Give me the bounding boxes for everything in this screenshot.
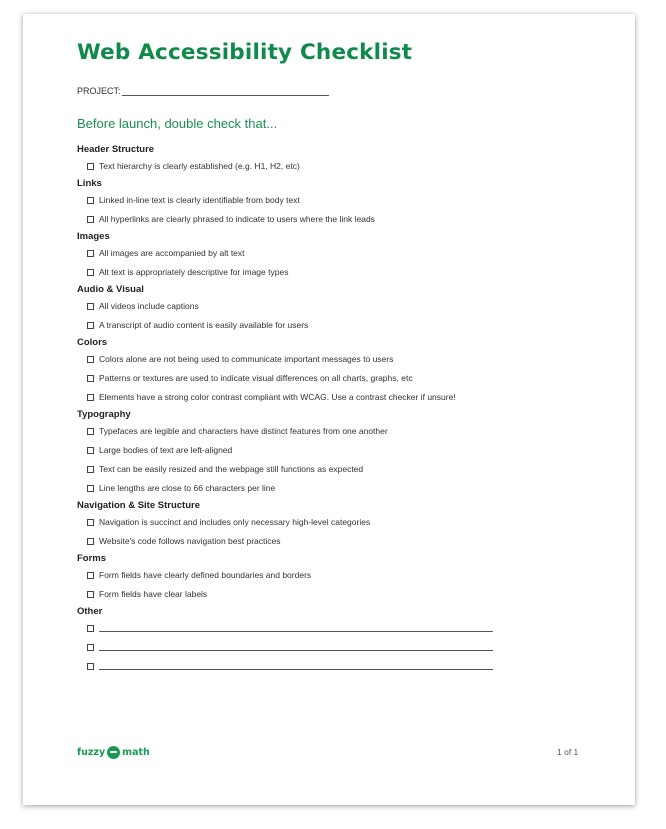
blank-line [99,661,493,670]
checklist-section [77,176,617,229]
section-heading: Audio & Visual [77,284,144,295]
checklist-item [77,513,617,532]
section-heading: Links [77,178,102,189]
checklist-item [77,369,617,388]
checklist-item-text: Colors alone are not being used to communicate important messages to users [99,354,394,364]
checklist-item [77,619,617,638]
checklist-item [77,297,617,316]
checklist-item [77,532,617,551]
checklist-item-text: All hyperlinks are clearly phrased to indicate to users where the link leads [99,214,375,224]
checkbox-icon[interactable] [87,519,94,526]
section-items [77,244,617,282]
checklist-item [77,441,617,460]
checklist-item-text: Navigation is succinct and includes only necessary high-level categories [99,517,371,527]
checklist-item [77,585,617,604]
section-items [77,619,617,676]
checkbox-icon[interactable] [87,322,94,329]
checklist-item-text: Form fields have clear labels [99,589,208,599]
checklist-item [77,388,617,407]
checklist-section [77,407,617,498]
section-heading: Forms [77,553,107,564]
checkbox-icon[interactable] [87,394,94,401]
checkbox-icon[interactable] [87,625,94,632]
checklist-section [77,282,617,335]
section-heading: Images [77,231,110,242]
checklist-item-text: Alt text is appropriately descriptive for image types [99,267,289,277]
checklist-sections [77,142,617,676]
checklist-section [77,335,617,407]
section-items [77,422,617,498]
section-heading: Header Structure [77,144,155,155]
checkbox-icon[interactable] [87,447,94,454]
logo-text-left: fuzzy [77,747,106,758]
checklist-section [77,551,617,604]
checkbox-icon[interactable] [87,250,94,257]
checklist-section [77,498,617,551]
checklist-item-text: Linked in-line text is clearly identifiable from body text [99,195,300,205]
logo-mark-icon [107,746,120,759]
checklist-item-text: Text hierarchy is clearly established (e.g. H1, H2, etc) [99,161,300,171]
checklist-section [77,604,617,676]
checkbox-icon[interactable] [87,538,94,545]
checkbox-icon[interactable] [87,485,94,492]
checklist-item [77,263,617,282]
section-items [77,191,617,229]
checklist-item-text: A transcript of audio content is easily available for users [99,320,309,330]
section-items [77,566,617,604]
checkbox-icon[interactable] [87,216,94,223]
checklist-item [77,157,617,176]
project-blank-line [122,86,329,96]
checkbox-icon[interactable] [87,591,94,598]
checklist-item [77,460,617,479]
checklist-item-text: Patterns or textures are used to indicate visual differences on all charts, graphs, etc [99,373,413,383]
section-heading: Navigation & Site Structure [77,500,200,511]
checkbox-icon[interactable] [87,644,94,651]
section-items [77,350,617,407]
checkbox-icon[interactable] [87,663,94,670]
checkbox-icon[interactable] [87,163,94,170]
blank-line [99,623,493,632]
checklist-item [77,350,617,369]
project-field [77,86,329,96]
checkbox-icon[interactable] [87,428,94,435]
checklist-item [77,316,617,335]
document-title: Web Accessibility Checklist [77,40,413,65]
section-heading: Other [77,606,103,617]
checkbox-icon[interactable] [87,375,94,382]
checklist-item-text: Large bodies of text are left-aligned [99,445,233,455]
logo-text-right: math [122,747,150,758]
checklist-item [77,657,617,676]
checkbox-icon[interactable] [87,269,94,276]
section-items [77,157,617,176]
checklist-item-text: All images are accompanied by alt text [99,248,245,258]
fuzzy-math-logo [77,746,150,759]
checklist-item [77,479,617,498]
checklist-item [77,244,617,263]
checklist-item [77,210,617,229]
checklist-item-text: Line lengths are close to 66 characters per line [99,483,276,493]
checkbox-icon[interactable] [87,303,94,310]
checklist-item-text: Text can be easily resized and the webpage still functions as expected [99,464,364,474]
checklist-item [77,638,617,657]
checkbox-icon[interactable] [87,197,94,204]
page-number: 1 of 1 [557,747,579,757]
section-items [77,297,617,335]
checklist-item [77,566,617,585]
checklist-item-text: Typefaces are legible and characters have distinct features from one another [99,426,388,436]
checklist-section [77,142,617,176]
section-items [77,513,617,551]
checkbox-icon[interactable] [87,356,94,363]
blank-line [99,642,493,651]
checklist-section [77,229,617,282]
checkbox-icon[interactable] [87,572,94,579]
checklist-item-text: All videos include captions [99,301,199,311]
checklist-item-text: Form fields have clearly defined boundaries and borders [99,570,312,580]
checklist-item [77,422,617,441]
checklist-item [77,191,617,210]
checkbox-icon[interactable] [87,466,94,473]
checklist-subtitle: Before launch, double check that... [77,116,278,131]
project-label: PROJECT: [77,86,121,96]
section-heading: Typography [77,409,131,420]
section-heading: Colors [77,337,108,348]
checklist-item-text: Website's code follows navigation best practices [99,536,281,546]
document-page [23,14,635,805]
checklist-item-text: Elements have a strong color contrast compliant with WCAG. Use a contrast checker if unsure! [99,392,456,402]
